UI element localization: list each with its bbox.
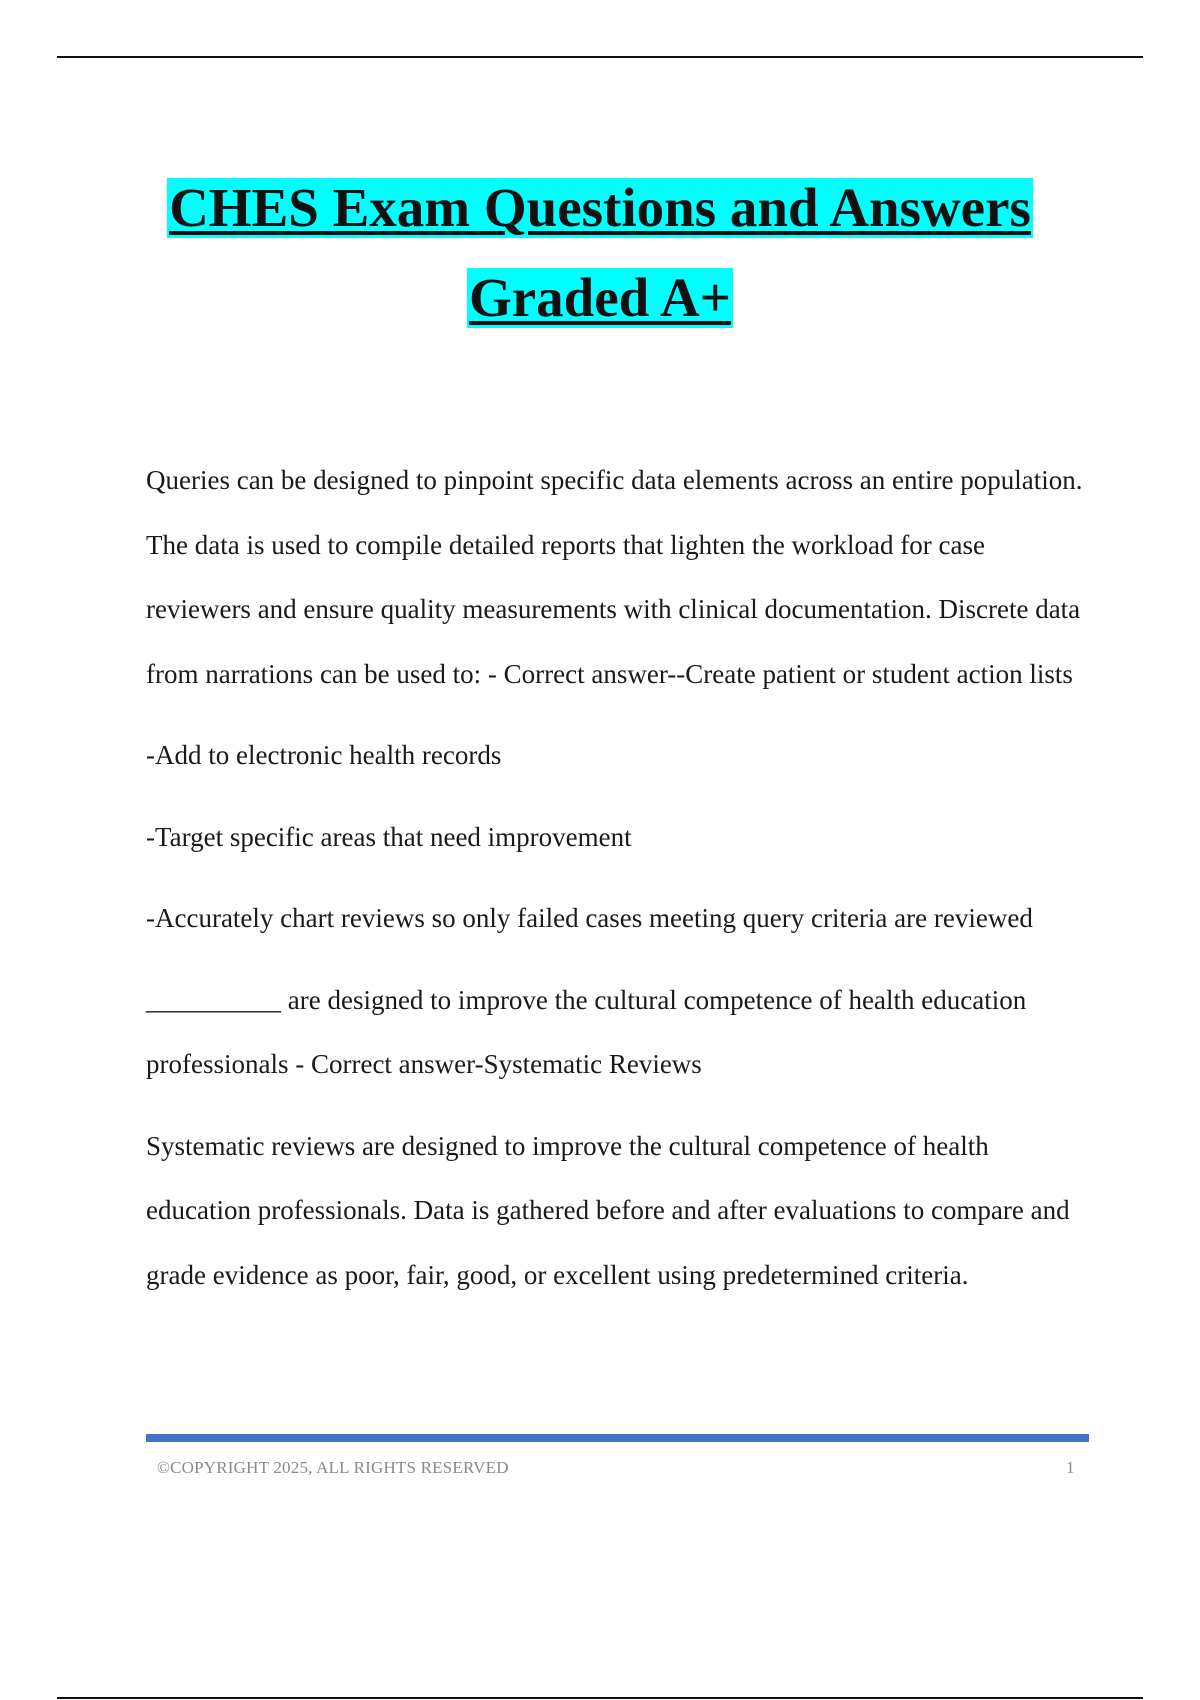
footer-copyright: ©COPYRIGHT 2025, ALL RIGHTS RESERVED [157,1458,509,1477]
question-systematic-reviews: __________ are designed to improve the cultural competence of health education professionals - Correct answer-Systematic Reviews [146,984,1027,1079]
document-body [146,448,1086,1307]
footer-page-number: 1 [1066,1458,1075,1477]
title-line-1: CHES Exam Questions and Answers [169,177,1031,238]
top-border-rule [57,56,1143,58]
list-item-chart-reviews: -Accurately chart reviews so only failed cases meeting query criteria are reviewed [146,903,1033,933]
list-item-ehr: -Add to electronic health records [146,740,502,770]
title-line-2: Graded A+ [468,267,732,328]
paragraph-query-data: Queries can be designed to pinpoint specific data elements across an entire population. The data is used to compile detailed reports that lighten the workload for case reviewers and ensure quality measurements with clinical documentation. Discrete data from narrations can be used to: - Correct answer--Create patient or student action lists [146,465,1083,689]
paragraph-systematic-reviews: Systematic reviews are designed to improve the cultural competence of health education professionals. Data is gathered before and after evaluations to compare and grade evidence as poor, fair, good, or excellent using predetermined criteria. [146,1130,1070,1290]
bottom-border-rule [57,1697,1143,1699]
list-item-target-areas: -Target specific areas that need improvement [146,821,632,852]
document-title [0,178,1200,328]
footer-divider-bar [146,1434,1089,1442]
